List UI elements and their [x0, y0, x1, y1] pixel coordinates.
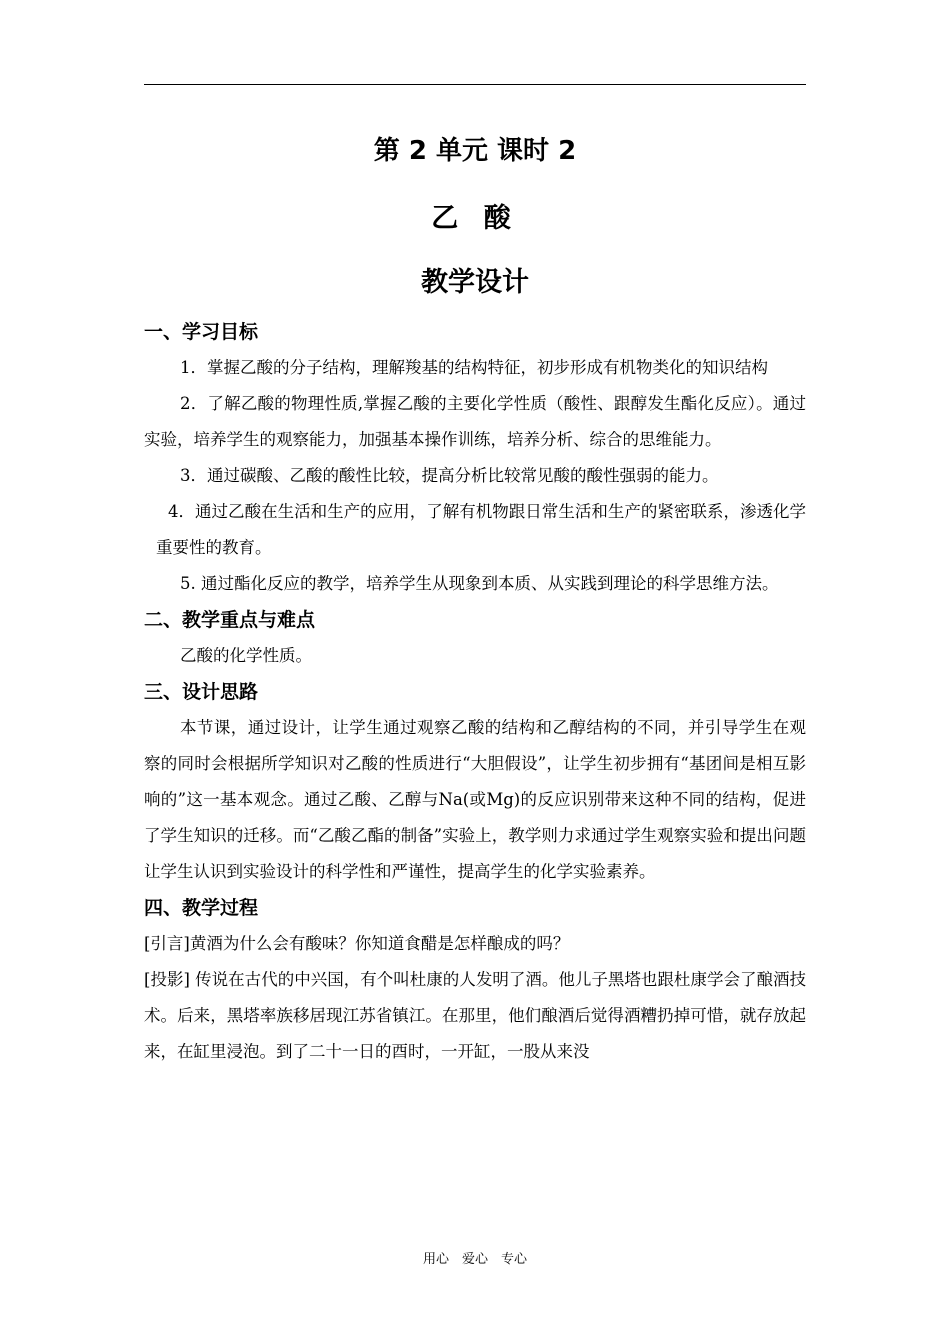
- process-projection: [投影] 传说在古代的中兴国，有个叫杜康的人发明了酒。他儿子黑塔也跟杜康学会了酿酒技术。后来，黑塔率族移居现江苏省镇江。在那里，他们酿酒后觉得酒糟扔掉可惜，就存放起来，在缸里浸泡。到了二十一日的酉时，一开缸，一股从来没: [144, 970, 806, 1061]
- focus-text: 乙酸的化学性质。: [180, 646, 312, 665]
- page-footer: 用心 爱心 专心: [422, 1252, 527, 1267]
- lesson-title: 乙 酸: [431, 203, 519, 234]
- goal-item: 2．了解乙酸的物理性质,掌握乙酸的主要化学性质（酸性、跟醇发生酯化反应）。通过实验，培养学生的观察能力，加强基本操作训练，培养分析、综合的思维能力。: [144, 394, 806, 449]
- goal-item: 5. 通过酯化反应的教学，培养学生从现象到本质、从实践到理论的科学思维方法。: [180, 574, 779, 593]
- header-rule: [144, 84, 806, 85]
- section-heading-process: 四、教学过程: [144, 897, 259, 919]
- unit-title: 第 2 单元 课时 2: [373, 136, 577, 166]
- section-heading-design: 三、设计思路: [144, 681, 259, 703]
- process-intro: [引言]黄酒为什么会有酸味？你知道食醋是怎样酿成的吗？: [144, 934, 570, 953]
- design-text: 本节课，通过设计，让学生通过观察乙酸的结构和乙醇结构的不同，并引导学生在观察的同时会根据所学知识对乙酸的性质进行“大胆假设”，让学生初步拥有“基团间是相互影响的”这一基本观念。通过乙酸、乙醇与Na(或Mg)的反应识别带来这种不同的结构，促进了学生知识的迁移。而“乙酸乙酯的制备”实验上，教学则力求通过学生观察实验和提出问题让学生认识到实验设计的科学性和严谨性，提高学生的化学实验素养。: [144, 718, 806, 881]
- document-body: [144, 314, 806, 1070]
- goal-item: 3．通过碳酸、乙酸的酸性比较，提高分析比较常见酸的酸性强弱的能力。: [180, 466, 719, 485]
- section-heading-focus: 二、教学重点与难点: [144, 609, 316, 631]
- goal-item: 1．掌握乙酸的分子结构，理解羧基的结构特征，初步形成有机物类化的知识结构: [180, 358, 768, 377]
- doc-type-title: 教学设计: [421, 267, 529, 298]
- goal-item: 4．通过乙酸在生活和生产的应用，了解有机物跟日常生活和生产的紧密联系，渗透化学重要性的教育。: [156, 502, 806, 557]
- section-heading-goals: 一、学习目标: [144, 321, 259, 343]
